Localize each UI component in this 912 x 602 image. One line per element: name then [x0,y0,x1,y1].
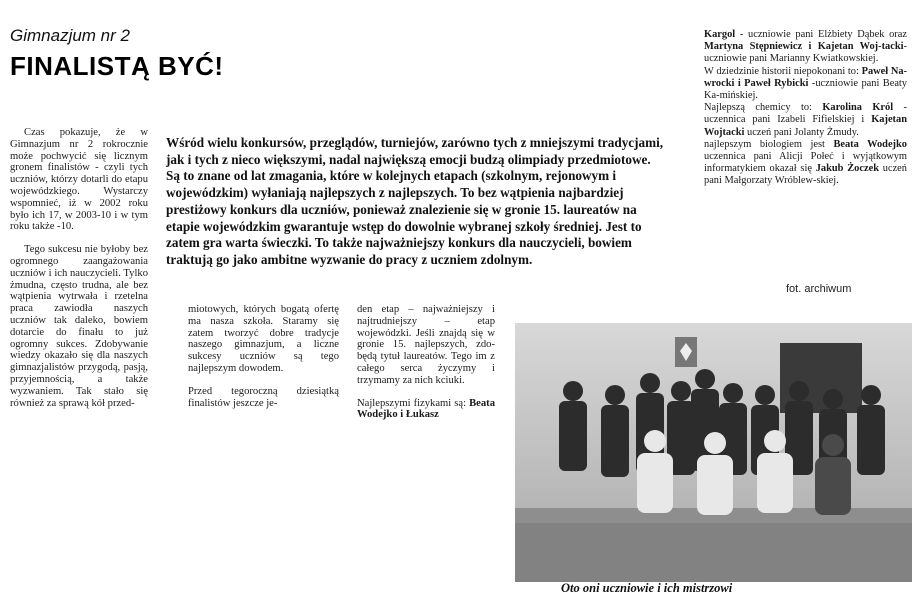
right-text: uczeń pani Małgorzaty Wróblew-skiej. [704,163,907,187]
name-zoczek: Jakub Żoczek [815,163,879,175]
name-krol: Karolina Król [822,102,894,114]
group-photo [515,323,912,582]
column-2 [188,304,339,420]
column-3-plain: Najlepszymi fizykami są: [357,397,470,409]
lead-paragraph: Wśród wielu konkursów, przeglądów, turniejów, zarówno tych z mniejszymi tradycjami, jak i tych z nieco większymi, nadal największą emocji budzą olimpiady przedmiotowe. Są to znane od lat zmagania, które w kolejnych etapach (szkolnym, rejonowym i wojewódzkim) wyłaniają najlepszych z najlepszych. To bez wątpienia najbardziej prestiżowy konkurs dla uczniów, ponieważ znalezienie się w gronie 15. laureatów na etapie wojewódzkim gwarantuje wstęp do dowolnie wybranej szkoły średniej. Jest to zatem gra warta świeczki. To także najważniejszy konkurs dla nauczycieli, bowiem traktują go jako ambitne wyzwanie do pracy z uczniem zdolnym. [166,135,664,267]
column-3-names: Beata Wodejko i Łukasz [357,397,495,421]
name-group: Paweł Na-wrocki i Paweł Rybicki [704,65,907,89]
headline: FINALISTĄ BYĆ! [10,51,224,81]
right-text: W dziedzinie historii niepokonani to: [704,65,862,77]
name-wojtacki: Kajetan Wojtacki [704,114,907,138]
column-1 [10,127,148,420]
right-text: - uczniowie pani Elżbiety Dąbek oraz [735,29,907,40]
right-text: uczeń pani Jolanty Żmudy. [744,126,859,138]
column-3 [357,304,495,432]
column-3-paragraph-2 [357,398,495,422]
column-2-paragraph-2: Przed tegoroczną dziesiątką finalistów jeszcze je- [188,385,339,409]
right-column [704,29,907,188]
column-2-paragraph-1: miotowych, których bogatą ofertę ma nasza szkoła. Staramy się zatem tworzyć dobre tradycje naszego gimnazjum, a liczne sukcesy uczniów są tego najlepszym dowodem. [188,304,339,374]
name-kargol: Kargol [704,29,736,40]
column-3-paragraph-1: den etap – najważniejszy i najtrudniejszy – etap wojewódzki. Jeśli znajdą się w gronie 15. najlepszych, zdo-będą tytuł laureatów. Tego im z całego serca życzymy i trzymamy za nich kciuki. [357,304,495,386]
photo-caption: Oto oni uczniowie i ich mistrzowi [561,581,733,595]
group-photo-image [515,323,912,582]
column-1-paragraph-2: Tego sukcesu nie byłoby bez ogromnego zaangażowania uczniów i ich nauczycieli. Tylko żmudna, często trudna, ale bez wątpienia wytrwała i rzetelna praca zawiodła naszych uczniów tak daleko, bowiem dotarcie do finału to już ogromny sukces. Zdobywanie wiedzy okazało się dla naszych gimnazjalistów przygodą, pasją, przyjemnością, a także wyzwaniem. Tak stało się również za sprawą kół przed- [10,244,148,409]
right-paragraph-2 [704,66,907,103]
name-group: Martyna Stępniewicz i Kajetan Woj-tacki [704,41,904,53]
right-text: Najlepszą chemicy to: [704,102,823,114]
column-1-paragraph-1: Czas pokazuje, że w Gimnazjum nr 2 rokrocznie może pochwycić się licznym gronem finalistów - czyli tych uczniów, którzy dotarli do etapu wojewódzkiego. Wystarczy wspomnieć, iż w 2002 roku było ich 17, w 2003-10 i w tym roku także -10. [10,127,148,233]
right-text: -uczniowie pani Marianny Kwiatkowskiej. [704,41,907,65]
right-text: uczennica pani Alicji Połeć i wyjątkowym informatykiem okazał się [704,151,907,175]
right-paragraph-4 [704,139,907,188]
school-name: Gimnazjum nr 2 [10,26,130,45]
right-text: najlepszym biologiem jest [704,138,834,150]
right-text: - uczennica pani Izabeli Fifielskiej i [704,102,907,126]
right-paragraph-1 [704,29,907,66]
right-paragraph-3 [704,102,907,139]
name-wodejko: Beata Wodejko [833,138,907,150]
photo-credit: fot. archiwum [786,283,852,295]
right-text: -uczniowie pani Beaty Ka-mińskiej. [704,77,908,102]
